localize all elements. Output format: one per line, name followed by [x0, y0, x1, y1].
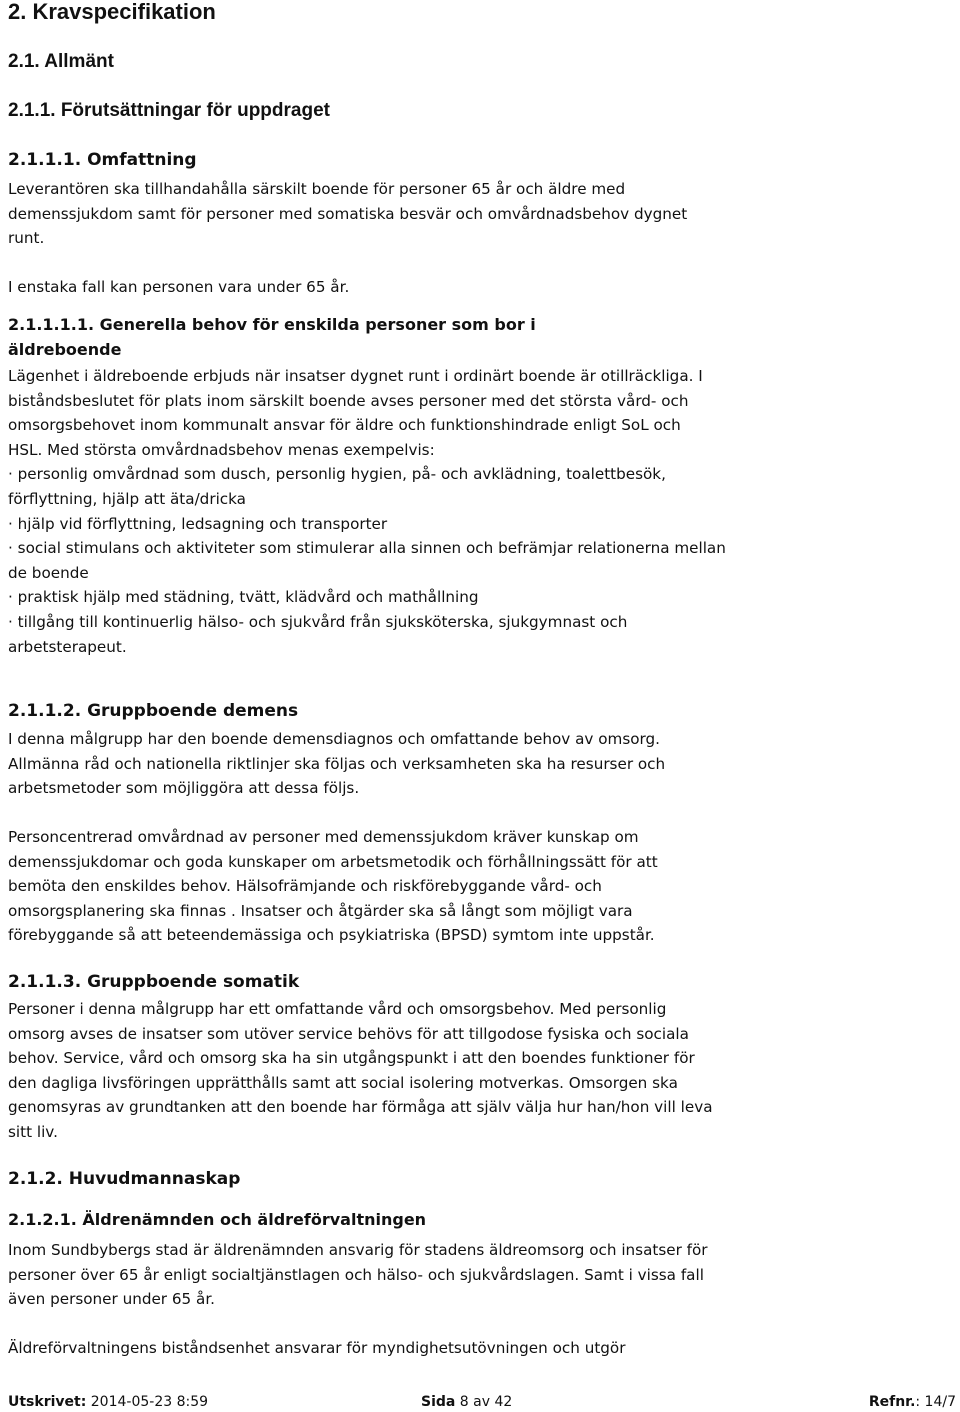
footer-ref-value: : 14/7	[915, 1394, 956, 1410]
heading-allmant: 2.1. Allmänt	[8, 51, 114, 72]
text-line: behov. Service, vård och omsorg ska ha sin utgångspunkt i att den boendes funktioner för	[8, 1049, 695, 1068]
list-item: · hjälp vid förflyttning, ledsagning och transporter	[8, 514, 388, 533]
heading-huvudmannaskap: 2.1.2. Huvudmannaskap	[8, 1169, 241, 1189]
heading-omfattning: 2.1.1.1. Omfattning	[8, 150, 197, 170]
text-line: arbetsterapeut.	[8, 637, 127, 656]
text-line: även personer under 65 år.	[8, 1290, 216, 1309]
text-line: Allmänna råd och nationella riktlinjer ska följas och verksamheten ska ha resurser och	[8, 754, 666, 773]
text-line: Personcentrerad omvårdnad av personer med demenssjukdom kräver kunskap om	[8, 828, 639, 846]
heading-gruppboende-demens: 2.1.1.2. Gruppboende demens	[8, 701, 299, 721]
footer-page-number	[421, 1392, 512, 1412]
text-line: I enstaka fall kan personen vara under 65 år.	[8, 278, 350, 296]
heading-aldrenamnden: 2.1.2.1. Äldrenämnden och äldreförvaltningen	[8, 1210, 427, 1229]
text-line: omsorgsbehovet inom kommunalt ansvar för äldre och funktionshindrade enligt SoL och	[8, 416, 681, 435]
heading-generella-behov-cont: äldreboende	[8, 340, 122, 359]
text-line: förebyggande så att beteendemässiga och psykiatriska (BPSD) symtom inte uppstår.	[8, 926, 655, 945]
text-line: Äldreförvaltningens biståndsenhet ansvarar för myndighetsutövningen och utgör	[8, 1339, 626, 1357]
text-line: HSL. Med största omvårdnadsbehov menas exempelvis:	[8, 440, 435, 459]
text-line: bemöta den enskildes behov. Hälsofrämjande och riskförebyggande vård- och	[8, 877, 602, 896]
text-line: Inom Sundbybergs stad är äldrenämnden ansvarig för stadens äldreomsorg och insatser för	[8, 1241, 708, 1259]
heading-gruppboende-somatik: 2.1.1.3. Gruppboende somatik	[8, 972, 300, 992]
footer-printed-label: Utskrivet:	[8, 1394, 87, 1410]
text-line: demenssjukdomar och goda kunskaper om arbetsmetodik och förhållningssätt för att	[8, 852, 658, 871]
footer-page-label: Sida	[421, 1394, 456, 1410]
footer-ref-label: Refnr.	[868, 1394, 916, 1410]
paragraph-aldreforvaltningen	[8, 1336, 956, 1361]
text-line: Lägenhet i äldreboende erbjuds när insatser dygnet runt i ordinärt boende är otillräckliga. I	[8, 367, 703, 385]
footer-reference-number	[869, 1392, 956, 1412]
paragraph-demens-2	[8, 825, 956, 948]
text-line: förflyttning, hjälp att äta/dricka	[8, 489, 246, 508]
paragraph-demens-1	[8, 727, 956, 801]
paragraph-generella-behov	[8, 364, 956, 659]
list-item: · praktisk hjälp med städning, tvätt, klädvård och mathållning	[8, 588, 479, 607]
text-line: Leverantören ska tillhandahålla särskilt boende för personer 65 år och äldre med	[8, 180, 626, 198]
text-line: personer över 65 år enligt socialtjänstlagen och hälso- och sjukvårdslagen. Samt i vissa fall	[8, 1265, 704, 1284]
text-line: omsorg avses de insatser som utöver service behövs för att tillgodose fysiska och sociala	[8, 1024, 689, 1043]
heading-generella-behov: 2.1.1.1.1. Generella behov för enskilda personer som bor i	[8, 315, 536, 334]
heading-kravspecifikation: 2. Kravspecifikation	[8, 0, 216, 24]
text-line: Personer i denna målgrupp har ett omfattande vård och omsorgsbehov. Med personlig	[8, 1000, 667, 1018]
text-line: demenssjukdom samt för personer med somatiska besvär och omvårdnadsbehov dygnet	[8, 204, 688, 223]
paragraph-somatik	[8, 997, 956, 1145]
text-line: I denna målgrupp har den boende demensdiagnos och omfattande behov av omsorg.	[8, 730, 660, 748]
text-line: de boende	[8, 563, 89, 582]
footer-page-value: 8 av 42	[455, 1394, 513, 1410]
paragraph-omfattning	[8, 177, 956, 251]
text-line: genomsyras av grundtanken att den boende har förmåga att själv välja hur han/hon vill leva	[8, 1098, 713, 1117]
footer-printed-value: 2014-05-23 8:59	[86, 1394, 209, 1410]
list-item: · tillgång till kontinuerlig hälso- och sjukvård från sjuksköterska, sjukgymnast och	[8, 612, 628, 631]
text-line: den dagliga livsföringen upprätthålls samt att social isolering motverkas. Omsorgen ska	[8, 1073, 678, 1092]
text-line: omsorgsplanering ska finnas . Insatser och åtgärder ska så långt som möjligt vara	[8, 901, 633, 920]
heading-forutsattningar: 2.1.1. Förutsättningar för uppdraget	[8, 100, 330, 121]
text-line: runt.	[8, 229, 45, 248]
text-line: arbetsmetoder som möjliggöra att dessa följs.	[8, 779, 360, 798]
list-item: · personlig omvårdnad som dusch, personlig hygien, på- och avklädning, toalettbesök,	[8, 465, 666, 484]
paragraph-aldrenamnden	[8, 1238, 956, 1312]
page-footer	[0, 1392, 960, 1412]
text-line: biståndsbeslutet för plats inom särskilt boende avses personer med det största vård- och	[8, 391, 689, 410]
text-line: sitt liv.	[8, 1122, 58, 1141]
footer-printed-date	[8, 1392, 208, 1412]
paragraph-omfattning-note	[8, 275, 956, 300]
list-item: · social stimulans och aktiviteter som stimulerar alla sinnen och befrämjar relationerna mellan	[8, 539, 726, 558]
